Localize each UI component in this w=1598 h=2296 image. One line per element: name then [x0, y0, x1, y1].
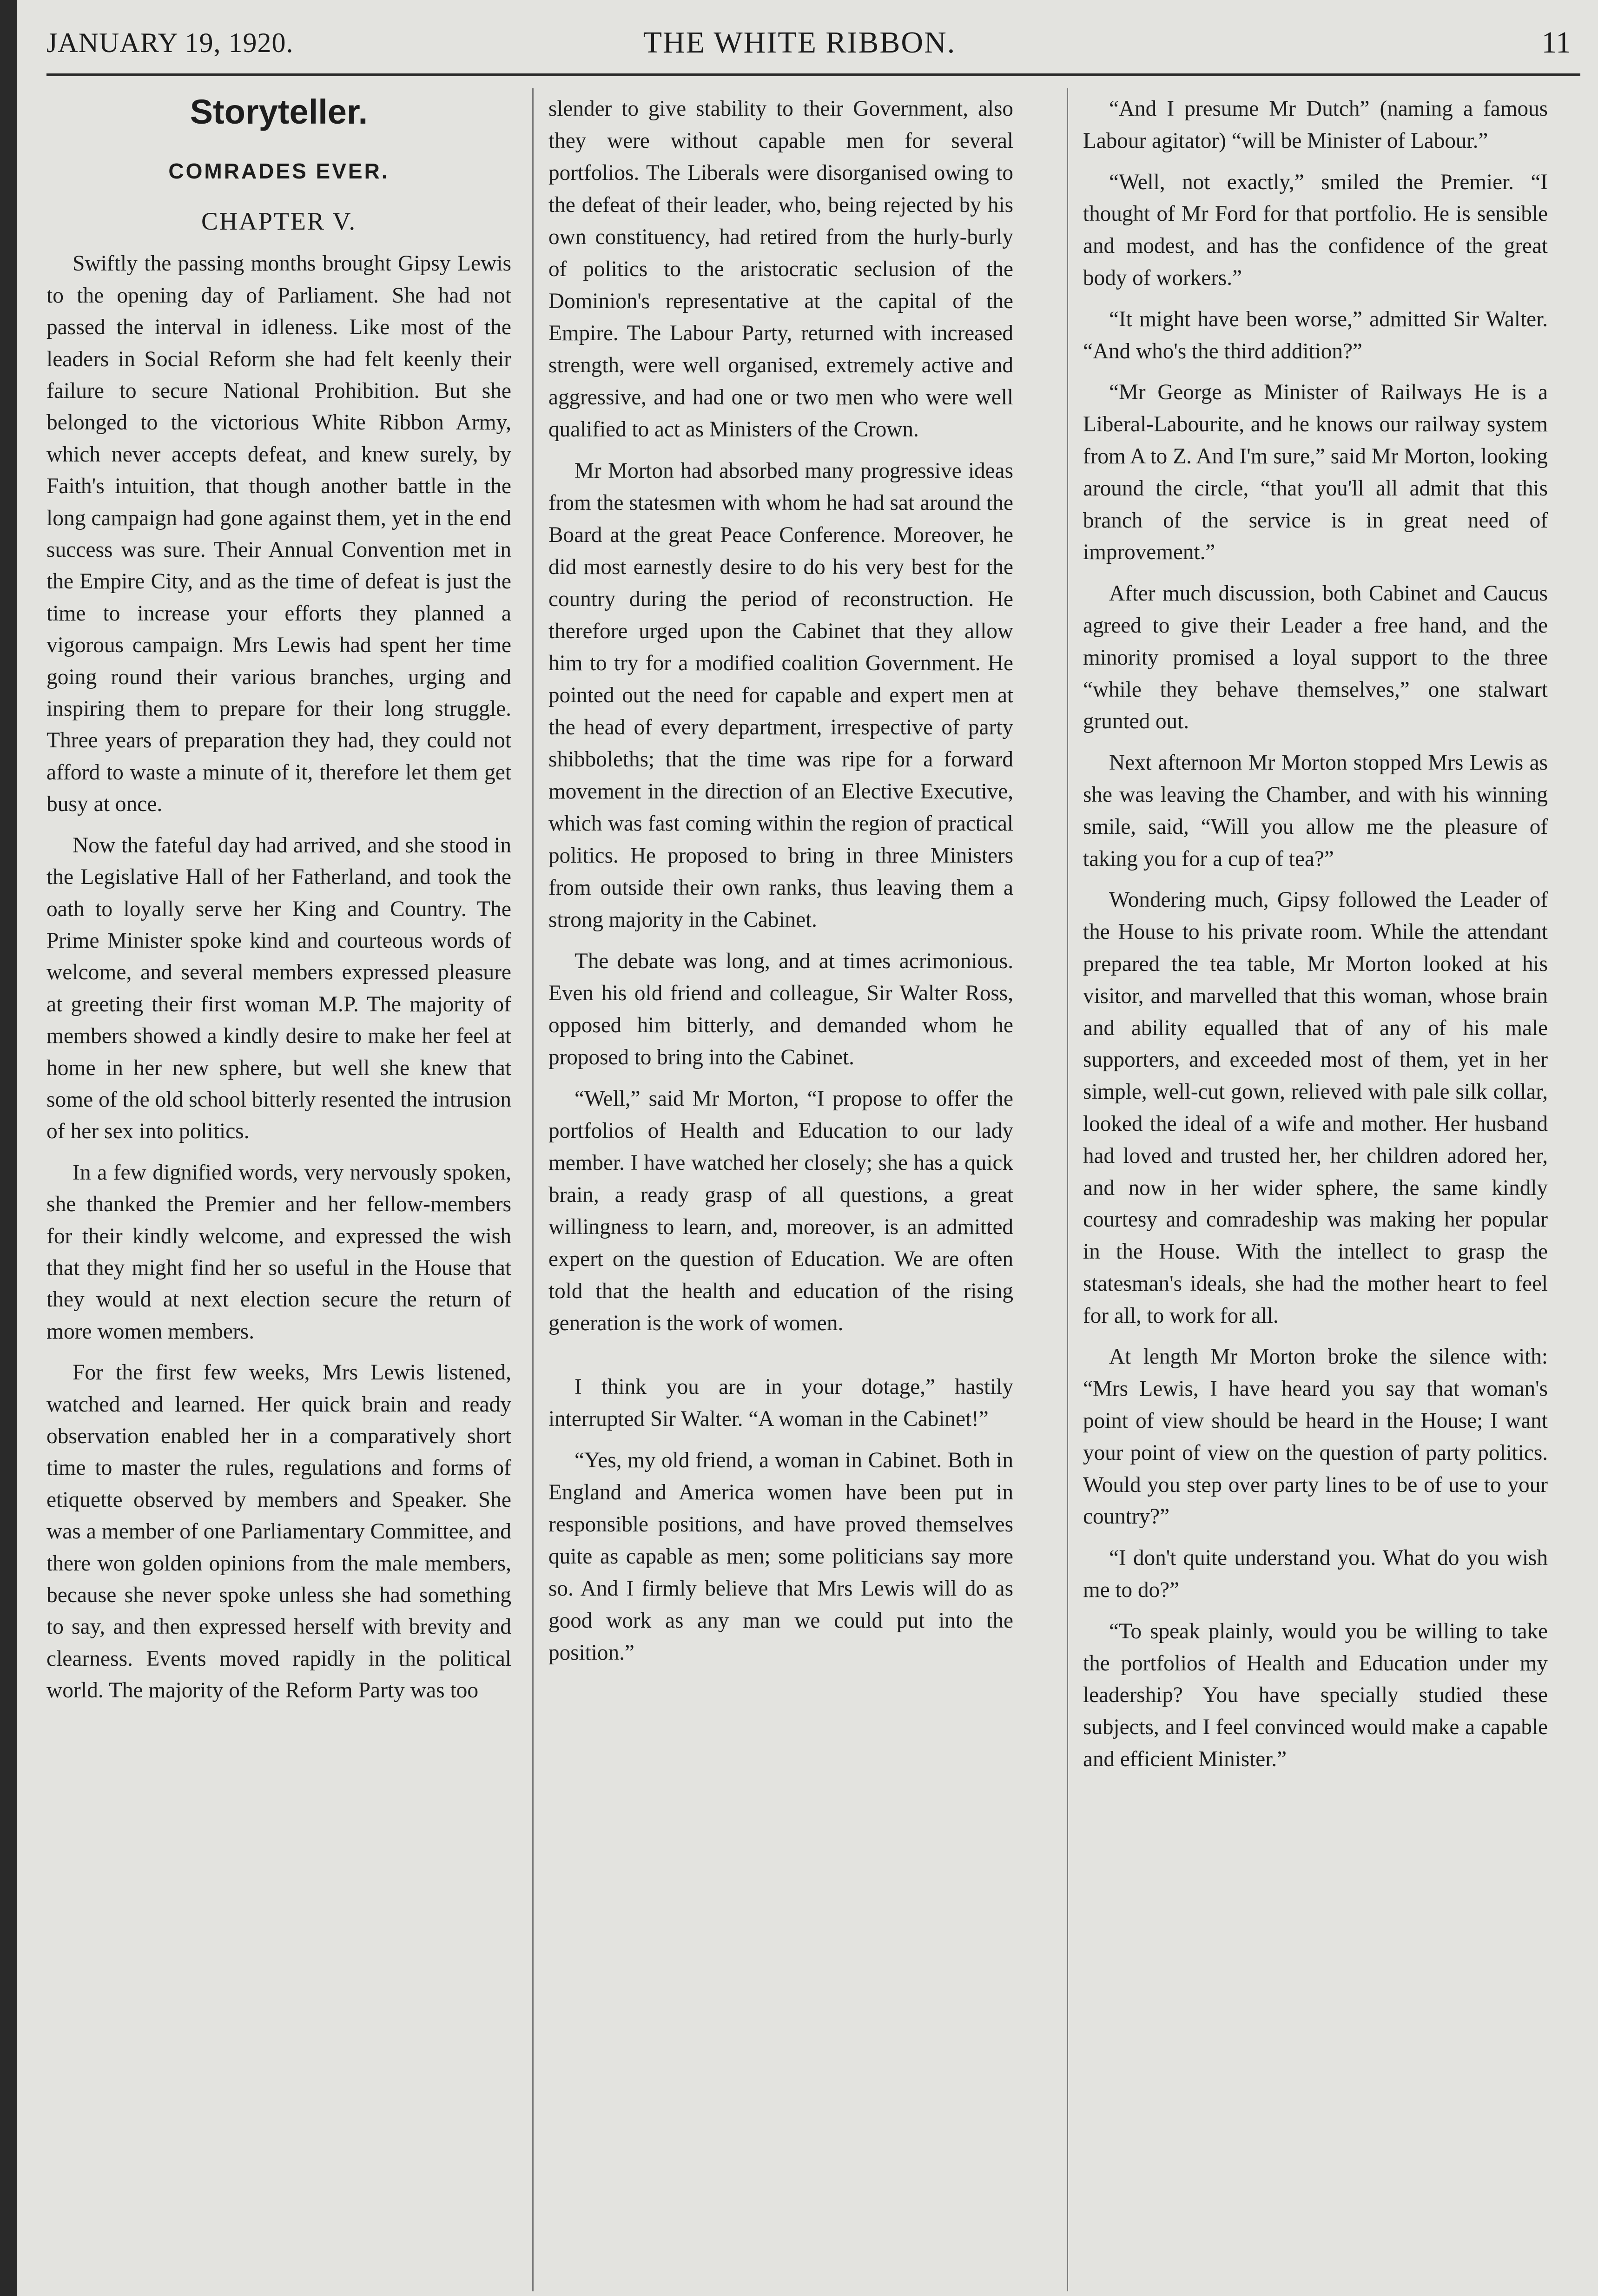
section-title: Storyteller. — [190, 93, 368, 131]
paragraph: Swiftly the passing months brought Gipsy Lewis to the opening day of Parliament. She had not passed the interval in idleness. Like most of the leaders in Social Reform she had felt keenly their failure to secure National Prohibition. But she belonged to the victorious White Ribbon Army, which never accepts defeat, and knew surely, by Faith's intuition, that though another battle in the long campaign had gone against them, yet in the end success was sure. Their Annual Convention met in the Empire City, and as the time of defeat is just the time to increase your efforts they planned a vigorous campaign. Mrs Lewis had spent her time going round their various branches, urging and inspiring them to prepare for their long struggle. Three years of preparation they had, they could not afford to waste a minute of it, therefore let them get busy at once. — [46, 251, 511, 817]
paragraph: Wondering much, Gipsy followed the Leader of the House to his private room. While the attendant prepared the tea table, Mr Morton looked at his visitor, and marvelled that this woman, whose brain and ability equalled that of any of his male supporters, and exceeded most of them, yet in her simple, well-cut gown, relieved with pale silk collar, looked the ideal of a wife and mother. Her husband had loved and trusted her, her children adored her, and now in her wider sphere, the same kindly courtesy and comradeship was making her popular in the House. With the intellect to grasp the statesman's ideals, she had the mother heart to feel for all, to work for all. — [1083, 888, 1548, 1328]
header-page-number: 11 — [1541, 26, 1571, 59]
paragraph: Mr Morton had absorbed many progressive ideas from the statesmen with whom he had sat around the Board at the great Peace Conference. Moreover, he did most earnestly desire to do his very best for the country during the period of reconstruction. He therefore urged upon the Cabinet that they allow him to try for a modified coalition Government. He pointed out the need for capable and expert men at the head of every department, irrespective of party shibboleths; that the time was ripe for a forward movement in the direction of an Elective Executive, which was fast coming within the region of practical politics. He proposed to bring in three Ministers from outside their own ranks, thus leaving them a strong majority in the Cabinet. — [548, 459, 1013, 932]
header-title: THE WHITE RIBBON. — [643, 26, 956, 59]
paragraph: “Mr George as Minister of Railways He is a Liberal-Labourite, and he knows our railway system from A to Z. And I'm sure,” said Mr Morton, looking around the circle, “that you'll all admit that this branch of the service is in great need of improvement.” — [1083, 380, 1548, 565]
column-separator — [1067, 88, 1068, 2291]
paragraph: The debate was long, and at times acrimonious. Even his old friend and colleague, Sir Walter Ross, opposed him bitterly, and demanded whom he proposed to bring into the Cabinet. — [548, 949, 1013, 1069]
paragraph-gap — [548, 1349, 1013, 1371]
chapter-heading: CHAPTER V. — [201, 207, 357, 236]
paragraph: “Yes, my old friend, a woman in Cabinet. Both in England and America women have been put in responsible positions, and have proved themselves quite as capable as men; some politicians say more so. And I firmly believe that Mrs Lewis will do as good work as any man we could put into the position.” — [548, 1448, 1013, 1665]
paragraph: Next afternoon Mr Morton stopped Mrs Lewis as she was leaving the Chamber, and with his winning smile, said, “Will you allow me the pleasure of taking you for a cup of tea?” — [1083, 751, 1548, 871]
paragraph: Now the fateful day had arrived, and she stood in the Legislative Hall of her Fatherland, and took the oath to loyally serve her King and Country. The Prime Minister spoke kind and courteous words of welcome, and several members expressed pleasure at greeting their first woman M.P. The majority of members showed a kindly desire to make her feel at home in her new sphere, but well she knew that some of the old school bitterly resented the intrusion of her sex into politics. — [46, 833, 511, 1144]
paragraph: “Well, not exactly,” smiled the Premier. “I thought of Mr Ford for that portfolio. He is sensible and modest, and has the confidence of the great body of workers.” — [1083, 170, 1548, 290]
paragraph: For the first few weeks, Mrs Lewis listened, watched and learned. Her quick brain and ready observation enabled her in a comparatively short time to master the rules, regulations and forms of etiquette observed by members and Speaker. She was a member of one Parliamentary Committee, and there won golden opinions from the male members, because she never spoke unless she had something to say, and then expressed herself with brevity and clearness. Events moved rapidly in the political world. The majority of the Reform Party was too — [46, 1360, 511, 1703]
paragraph: “Well,” said Mr Morton, “I propose to offer the portfolios of Health and Education to our lady member. I have watched her closely; she has a quick brain, a ready grasp of all questions, a great willingness to learn, and, moreover, is an admitted expert on the question of Education. We are often told that the health and education of the rising generation is the work of women. — [548, 1087, 1013, 1335]
header-rule — [46, 73, 1580, 76]
column-1 — [46, 93, 511, 2287]
story-title: COMRADES EVER. — [168, 159, 390, 184]
column-2 — [548, 93, 1013, 2287]
paragraph: “And I presume Mr Dutch” (naming a famous Labour agitator) “will be Minister of Labour.” — [1083, 97, 1548, 153]
page-header — [46, 19, 1580, 65]
paragraph: “It might have been worse,” admitted Sir Walter. “And who's the third addition?” — [1083, 307, 1548, 363]
paragraph: In a few dignified words, very nervously spoken, she thanked the Premier and her fellow-members for their kindly welcome, and expressed the wish that they might find her so useful in the House that they would at next election secure the return of more women members. — [46, 1160, 511, 1344]
paragraph: slender to give stability to their Government, also they were without capable men for several portfolios. The Liberals were disorganised owing to the defeat of their leader, who, being rejected by his own constituency, had retired from the hurly-burly of politics to the aristocratic seclusion of the Dominion's representative at the capital of the Empire. The Labour Party, returned with increased strength, were well organised, extremely active and aggressive, and had one or two men who were well qualified to act as Ministers of the Crown. — [548, 97, 1013, 442]
column-3 — [1083, 93, 1548, 2287]
column-separator — [532, 88, 534, 2291]
paragraph: “To speak plainly, would you be willing to take the portfolios of Health and Education under my leadership? You have specially studied these subjects, and I feel convinced would make a capable and efficient Minister.” — [1083, 1619, 1548, 1772]
paragraph: I think you are in your dotage,” hastily interrupted Sir Walter. “A woman in the Cabinet!” — [548, 1375, 1013, 1431]
header-date: JANUARY 19, 1920. — [46, 27, 294, 58]
paragraph: “I don't quite understand you. What do you wish me to do?” — [1083, 1546, 1548, 1603]
page-binding-edge — [0, 0, 17, 2296]
paragraph: After much discussion, both Cabinet and Caucus agreed to give their Leader a free hand, and the minority promised a loyal support to the three “while they behave themselves,” one stalwart grunted out. — [1083, 581, 1548, 734]
paragraph: At length Mr Morton broke the silence with: “Mrs Lewis, I have heard you say that woman's point of view should be heard in the House; I want your point of view on the question of party politics. Would you step over party lines to be of use to your country?” — [1083, 1345, 1548, 1529]
